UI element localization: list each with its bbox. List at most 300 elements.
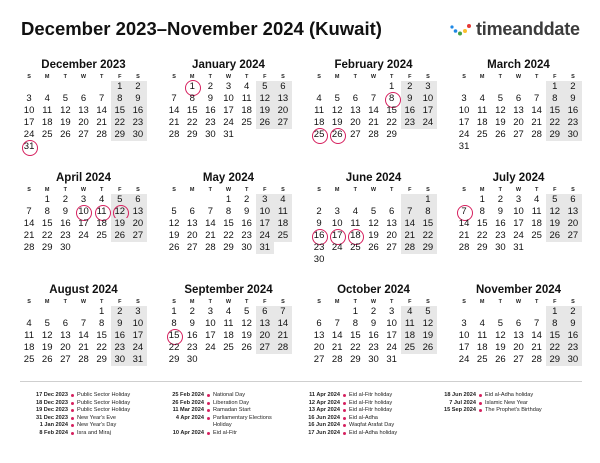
holiday-day-cell[interactable]: 18 — [346, 230, 364, 242]
day-cell[interactable]: 20 — [129, 218, 147, 230]
day-cell[interactable]: 13 — [350, 105, 361, 116]
day-cell[interactable]: 2 — [189, 306, 195, 317]
day-cell[interactable]: 18 — [223, 330, 234, 341]
day-cell[interactable]: 2 — [564, 306, 582, 318]
day-cell[interactable]: 30 — [368, 354, 379, 365]
day-cell[interactable]: 22 — [96, 342, 107, 353]
day-cell[interactable]: 25 — [531, 230, 542, 241]
holiday-day-cell[interactable]: 17 — [328, 230, 346, 242]
holiday-day-cell[interactable]: 7 — [455, 206, 473, 218]
day-cell[interactable]: 1 — [419, 194, 437, 206]
day-cell[interactable]: 8 — [111, 93, 129, 105]
day-cell[interactable]: 27 — [186, 242, 198, 253]
day-cell[interactable]: 17 — [513, 218, 524, 229]
day-cell[interactable]: 12 — [241, 318, 252, 329]
day-cell[interactable]: 15 — [223, 218, 234, 229]
day-cell[interactable]: 5 — [62, 93, 68, 104]
day-cell[interactable]: 5 — [497, 318, 503, 329]
day-cell[interactable]: 8 — [352, 318, 358, 329]
holiday-day-cell[interactable]: 10 — [74, 206, 92, 218]
day-cell[interactable]: 2 — [243, 194, 250, 205]
day-cell[interactable]: 26 — [368, 242, 379, 253]
day-cell[interactable]: 16 — [129, 105, 147, 117]
day-cell[interactable]: 4 — [316, 93, 322, 104]
day-cell[interactable]: 3 — [388, 306, 395, 317]
day-cell[interactable]: 28 — [78, 354, 89, 365]
day-cell[interactable]: 13 — [274, 93, 292, 105]
day-cell[interactable]: 19 — [546, 218, 564, 230]
day-cell[interactable]: 11 — [477, 330, 488, 341]
day-cell[interactable]: 29 — [96, 354, 107, 365]
day-cell[interactable]: 17 — [458, 342, 470, 353]
day-cell[interactable]: 3 — [129, 306, 147, 318]
day-cell[interactable]: 23 — [368, 342, 379, 353]
day-cell[interactable]: 29 — [223, 242, 234, 253]
day-cell[interactable]: 15 — [386, 105, 397, 116]
day-cell[interactable]: 12 — [256, 93, 274, 105]
day-cell[interactable]: 15 — [476, 218, 488, 229]
day-cell[interactable]: 13 — [129, 206, 147, 218]
day-cell[interactable]: 18 — [241, 105, 252, 116]
day-cell[interactable]: 2 — [497, 194, 503, 205]
day-cell[interactable]: 22 — [386, 117, 397, 128]
day-cell[interactable]: 19 — [495, 117, 506, 128]
day-cell[interactable]: 2 — [564, 81, 582, 93]
day-cell[interactable]: 21 — [531, 117, 542, 128]
day-cell[interactable]: 30 — [186, 354, 198, 365]
day-cell[interactable]: 14 — [401, 218, 419, 230]
day-cell[interactable]: 4 — [533, 194, 540, 205]
day-cell[interactable]: 10 — [331, 218, 343, 229]
day-cell[interactable]: 22 — [168, 342, 180, 353]
day-cell[interactable]: 9 — [564, 318, 582, 330]
day-cell[interactable]: 5 — [334, 93, 340, 104]
day-cell[interactable]: 12 — [546, 206, 564, 218]
day-cell[interactable]: 17 — [419, 105, 437, 117]
day-cell[interactable]: 10 — [129, 318, 147, 330]
day-cell[interactable]: 3 — [256, 194, 274, 206]
day-cell[interactable]: 18 — [476, 117, 488, 128]
day-cell[interactable]: 7 — [533, 93, 540, 104]
day-cell[interactable]: 6 — [189, 206, 195, 217]
day-cell[interactable]: 19 — [60, 117, 71, 128]
day-cell[interactable]: 8 — [225, 206, 232, 217]
day-cell[interactable]: 1 — [479, 194, 485, 205]
day-cell[interactable]: 3 — [80, 194, 87, 205]
day-cell[interactable]: 13 — [313, 330, 325, 341]
day-cell[interactable]: 14 — [458, 218, 470, 229]
day-cell[interactable]: 8 — [171, 318, 177, 329]
day-cell[interactable]: 21 — [205, 230, 216, 241]
day-cell[interactable]: 28 — [401, 242, 419, 254]
day-cell[interactable]: 18 — [96, 218, 107, 229]
day-cell[interactable]: 28 — [458, 242, 470, 253]
day-cell[interactable]: 16 — [111, 330, 129, 342]
day-cell[interactable]: 5 — [44, 318, 50, 329]
day-cell[interactable]: 11 — [350, 218, 361, 229]
day-cell[interactable]: 2 — [111, 306, 129, 318]
day-cell[interactable]: 6 — [274, 81, 292, 93]
day-cell[interactable]: 1 — [98, 306, 105, 317]
day-cell[interactable]: 2 — [316, 206, 322, 217]
day-cell[interactable]: 4 — [352, 206, 358, 217]
day-cell[interactable]: 14 — [96, 105, 107, 116]
day-cell[interactable]: 20 — [386, 230, 397, 241]
day-cell[interactable]: 30 — [205, 129, 216, 140]
day-cell[interactable]: 25 — [241, 117, 252, 128]
day-cell[interactable]: 4 — [479, 93, 485, 104]
day-cell[interactable]: 7 — [533, 318, 540, 329]
day-cell[interactable]: 29 — [350, 354, 361, 365]
day-cell[interactable]: 4 — [274, 194, 292, 206]
day-cell[interactable]: 26 — [241, 342, 252, 353]
day-cell[interactable]: 20 — [256, 330, 274, 342]
day-cell[interactable]: 12 — [419, 318, 437, 330]
timeanddate-logo[interactable] — [450, 19, 580, 40]
day-cell[interactable]: 2 — [207, 81, 213, 92]
day-cell[interactable]: 15 — [41, 218, 53, 229]
day-cell[interactable]: 21 — [96, 117, 107, 128]
day-cell[interactable]: 14 — [368, 105, 379, 116]
day-cell[interactable]: 21 — [274, 330, 292, 342]
day-cell[interactable]: 8 — [546, 318, 564, 330]
day-cell[interactable]: 28 — [331, 354, 343, 365]
day-cell[interactable]: 19 — [368, 230, 379, 241]
day-cell[interactable]: 16 — [495, 218, 506, 229]
day-cell[interactable]: 17 — [205, 330, 216, 341]
day-cell[interactable]: 10 — [419, 93, 437, 105]
day-cell[interactable]: 18 — [41, 117, 53, 128]
holiday-day-cell[interactable]: 1 — [183, 81, 201, 93]
day-cell[interactable]: 4 — [225, 306, 232, 317]
day-cell[interactable]: 20 — [513, 342, 524, 353]
day-cell[interactable]: 26 — [60, 129, 71, 140]
day-cell[interactable]: 24 — [419, 117, 437, 129]
day-cell[interactable]: 21 — [458, 230, 470, 241]
day-cell[interactable]: 31 — [129, 354, 147, 366]
day-cell[interactable]: 30 — [111, 354, 129, 366]
day-cell[interactable]: 13 — [513, 105, 524, 116]
day-cell[interactable]: 14 — [274, 318, 292, 330]
day-cell[interactable]: 19 — [419, 330, 437, 342]
day-cell[interactable]: 22 — [41, 230, 53, 241]
day-cell[interactable]: 24 — [78, 230, 89, 241]
day-cell[interactable]: 27 — [60, 354, 71, 365]
day-cell[interactable]: 11 — [223, 318, 234, 329]
day-cell[interactable]: 12 — [331, 105, 343, 116]
day-cell[interactable]: 31 — [223, 129, 234, 140]
day-cell[interactable]: 3 — [515, 194, 522, 205]
day-cell[interactable]: 22 — [350, 342, 361, 353]
day-cell[interactable]: 23 — [564, 117, 582, 129]
day-cell[interactable]: 19 — [168, 230, 180, 241]
day-cell[interactable]: 29 — [419, 242, 437, 254]
day-cell[interactable]: 7 — [80, 318, 87, 329]
day-cell[interactable]: 29 — [41, 242, 53, 253]
day-cell[interactable]: 18 — [531, 218, 542, 229]
day-cell[interactable]: 28 — [96, 129, 107, 140]
day-cell[interactable]: 5 — [370, 206, 377, 217]
day-cell[interactable]: 24 — [331, 242, 343, 253]
day-cell[interactable]: 27 — [129, 230, 147, 242]
day-cell[interactable]: 22 — [186, 117, 198, 128]
day-cell[interactable]: 29 — [386, 129, 397, 140]
day-cell[interactable]: 9 — [189, 318, 195, 329]
day-cell[interactable]: 9 — [243, 206, 250, 217]
day-cell[interactable]: 27 — [256, 342, 274, 354]
day-cell[interactable]: 24 — [256, 230, 274, 242]
day-cell[interactable]: 16 — [368, 330, 379, 341]
day-cell[interactable]: 11 — [274, 206, 292, 218]
day-cell[interactable]: 20 — [60, 342, 71, 353]
day-cell[interactable]: 8 — [98, 318, 105, 329]
day-cell[interactable]: 5 — [111, 194, 129, 206]
day-cell[interactable]: 5 — [419, 306, 437, 318]
day-cell[interactable]: 6 — [316, 318, 322, 329]
day-cell[interactable]: 8 — [189, 93, 195, 104]
day-cell[interactable]: 8 — [44, 206, 50, 217]
day-cell[interactable]: 16 — [401, 105, 419, 117]
day-cell[interactable]: 13 — [78, 105, 89, 116]
day-cell[interactable]: 19 — [241, 330, 252, 341]
day-cell[interactable]: 13 — [186, 218, 198, 229]
day-cell[interactable]: 27 — [78, 129, 89, 140]
day-cell[interactable]: 21 — [531, 342, 542, 353]
day-cell[interactable]: 3 — [419, 81, 437, 93]
day-cell[interactable]: 15 — [546, 105, 564, 117]
day-cell[interactable]: 20 — [274, 105, 292, 117]
day-cell[interactable]: 16 — [564, 105, 582, 117]
day-cell[interactable]: 22 — [419, 230, 437, 242]
day-cell[interactable]: 25 — [350, 242, 361, 253]
day-cell[interactable]: 21 — [168, 117, 180, 128]
day-cell[interactable]: 30 — [60, 242, 71, 253]
day-cell[interactable]: 1 — [388, 81, 395, 92]
day-cell[interactable]: 22 — [223, 230, 234, 241]
day-cell[interactable]: 24 — [458, 129, 470, 140]
day-cell[interactable]: 11 — [477, 105, 488, 116]
day-cell[interactable]: 15 — [350, 330, 361, 341]
day-cell[interactable]: 26 — [41, 354, 53, 365]
day-cell[interactable]: 21 — [23, 230, 35, 241]
day-cell[interactable]: 6 — [515, 93, 522, 104]
day-cell[interactable]: 26 — [495, 354, 506, 365]
day-cell[interactable]: 3 — [461, 318, 467, 329]
day-cell[interactable]: 7 — [370, 93, 377, 104]
day-cell[interactable]: 30 — [313, 254, 325, 265]
day-cell[interactable]: 11 — [531, 206, 542, 217]
day-cell[interactable]: 8 — [546, 93, 564, 105]
day-cell[interactable]: 19 — [41, 342, 53, 353]
day-cell[interactable]: 11 — [24, 330, 34, 341]
day-cell[interactable]: 2 — [129, 81, 147, 93]
day-cell[interactable]: 20 — [78, 117, 89, 128]
day-cell[interactable]: 9 — [401, 93, 419, 105]
day-cell[interactable]: 4 — [98, 194, 105, 205]
day-cell[interactable]: 7 — [401, 206, 419, 218]
day-cell[interactable]: 16 — [205, 105, 216, 116]
day-cell[interactable]: 23 — [401, 117, 419, 129]
day-cell[interactable]: 11 — [401, 318, 419, 330]
day-cell[interactable]: 12 — [168, 218, 180, 229]
day-cell[interactable]: 9 — [497, 206, 503, 217]
day-cell[interactable]: 1 — [171, 306, 177, 317]
day-cell[interactable]: 29 — [476, 242, 488, 253]
day-cell[interactable]: 7 — [334, 318, 340, 329]
day-cell[interactable]: 17 — [23, 117, 35, 128]
day-cell[interactable]: 23 — [495, 230, 506, 241]
day-cell[interactable]: 2 — [370, 306, 377, 317]
day-cell[interactable]: 23 — [186, 342, 198, 353]
day-cell[interactable]: 15 — [96, 330, 107, 341]
day-cell[interactable]: 4 — [479, 318, 485, 329]
day-cell[interactable]: 17 — [223, 105, 234, 116]
day-cell[interactable]: 11 — [42, 105, 53, 116]
day-cell[interactable]: 20 — [350, 117, 361, 128]
day-cell[interactable]: 26 — [419, 342, 437, 354]
day-cell[interactable]: 7 — [98, 93, 105, 104]
day-cell[interactable]: 1 — [225, 194, 232, 205]
day-cell[interactable]: 23 — [111, 342, 129, 354]
holiday-day-cell[interactable]: 16 — [310, 230, 328, 242]
day-cell[interactable]: 6 — [80, 93, 87, 104]
day-cell[interactable]: 26 — [111, 230, 129, 242]
day-cell[interactable]: 18 — [23, 342, 35, 353]
day-cell[interactable]: 19 — [495, 342, 506, 353]
day-cell[interactable]: 15 — [111, 105, 129, 117]
day-cell[interactable]: 25 — [476, 354, 488, 365]
day-cell[interactable]: 21 — [401, 230, 419, 242]
holiday-day-cell[interactable]: 15 — [165, 330, 183, 342]
day-cell[interactable]: 2 — [401, 81, 419, 93]
day-cell[interactable]: 6 — [352, 93, 358, 104]
day-cell[interactable]: 23 — [564, 342, 582, 354]
day-cell[interactable]: 1 — [44, 194, 50, 205]
day-cell[interactable]: 1 — [546, 81, 564, 93]
day-cell[interactable]: 5 — [243, 306, 250, 317]
day-cell[interactable]: 27 — [564, 230, 582, 242]
day-cell[interactable]: 24 — [386, 342, 397, 353]
day-cell[interactable]: 19 — [331, 117, 343, 128]
holiday-day-cell[interactable]: 8 — [383, 93, 401, 105]
day-cell[interactable]: 18 — [476, 342, 488, 353]
day-cell[interactable]: 28 — [168, 129, 180, 140]
day-cell[interactable]: 10 — [223, 93, 234, 104]
day-cell[interactable]: 29 — [546, 354, 564, 366]
day-cell[interactable]: 5 — [256, 81, 274, 93]
day-cell[interactable]: 27 — [350, 129, 361, 140]
day-cell[interactable]: 31 — [386, 354, 397, 365]
day-cell[interactable]: 14 — [23, 218, 35, 229]
day-cell[interactable]: 4 — [26, 318, 32, 329]
day-cell[interactable]: 15 — [419, 218, 437, 230]
day-cell[interactable]: 22 — [476, 230, 488, 241]
day-cell[interactable]: 10 — [386, 318, 397, 329]
day-cell[interactable]: 29 — [168, 354, 180, 365]
day-cell[interactable]: 31 — [256, 242, 274, 254]
day-cell[interactable]: 13 — [513, 330, 524, 341]
day-cell[interactable]: 19 — [256, 105, 274, 117]
day-cell[interactable]: 24 — [513, 230, 524, 241]
day-cell[interactable]: 28 — [531, 354, 542, 365]
day-cell[interactable]: 7 — [274, 306, 292, 318]
day-cell[interactable]: 26 — [495, 129, 506, 140]
day-cell[interactable]: 20 — [186, 230, 198, 241]
day-cell[interactable]: 2 — [62, 194, 68, 205]
day-cell[interactable]: 27 — [513, 354, 524, 365]
day-cell[interactable]: 16 — [60, 218, 71, 229]
day-cell[interactable]: 3 — [26, 93, 32, 104]
day-cell[interactable]: 17 — [386, 330, 397, 341]
day-cell[interactable]: 27 — [313, 354, 325, 365]
day-cell[interactable]: 4 — [44, 93, 50, 104]
day-cell[interactable]: 29 — [546, 129, 564, 141]
day-cell[interactable]: 29 — [186, 129, 198, 140]
day-cell[interactable]: 13 — [564, 206, 582, 218]
day-cell[interactable]: 23 — [129, 117, 147, 129]
day-cell[interactable]: 25 — [41, 129, 53, 140]
day-cell[interactable]: 30 — [495, 242, 506, 253]
day-cell[interactable]: 19 — [111, 218, 129, 230]
day-cell[interactable]: 23 — [241, 230, 252, 241]
day-cell[interactable]: 10 — [205, 318, 216, 329]
day-cell[interactable]: 14 — [205, 218, 216, 229]
day-cell[interactable]: 9 — [564, 93, 582, 105]
day-cell[interactable]: 21 — [368, 117, 379, 128]
day-cell[interactable]: 31 — [513, 242, 524, 253]
holiday-day-cell[interactable]: 31 — [20, 141, 38, 153]
day-cell[interactable]: 28 — [205, 242, 216, 253]
day-cell[interactable]: 14 — [168, 105, 180, 116]
day-cell[interactable]: 12 — [368, 218, 379, 229]
day-cell[interactable]: 25 — [96, 230, 107, 241]
day-cell[interactable]: 17 — [458, 117, 470, 128]
day-cell[interactable]: 29 — [111, 129, 129, 141]
day-cell[interactable]: 6 — [62, 318, 68, 329]
day-cell[interactable]: 12 — [41, 330, 53, 341]
day-cell[interactable]: 9 — [316, 218, 322, 229]
day-cell[interactable]: 5 — [171, 206, 177, 217]
day-cell[interactable]: 25 — [223, 342, 234, 353]
day-cell[interactable]: 27 — [274, 117, 292, 129]
day-cell[interactable]: 10 — [256, 206, 274, 218]
day-cell[interactable]: 26 — [546, 230, 564, 242]
day-cell[interactable]: 3 — [334, 206, 340, 217]
day-cell[interactable]: 28 — [274, 342, 292, 354]
day-cell[interactable]: 7 — [207, 206, 213, 217]
day-cell[interactable]: 16 — [186, 330, 198, 341]
day-cell[interactable]: 23 — [205, 117, 216, 128]
day-cell[interactable]: 13 — [60, 330, 71, 341]
day-cell[interactable]: 13 — [386, 218, 397, 229]
day-cell[interactable]: 6 — [564, 194, 582, 206]
day-cell[interactable]: 24 — [129, 342, 147, 354]
day-cell[interactable]: 9 — [370, 318, 377, 329]
day-cell[interactable]: 23 — [60, 230, 71, 241]
day-cell[interactable]: 14 — [531, 105, 542, 116]
day-cell[interactable]: 28 — [368, 129, 379, 140]
day-cell[interactable]: 21 — [78, 342, 89, 353]
day-cell[interactable]: 30 — [564, 129, 582, 141]
day-cell[interactable]: 5 — [546, 194, 564, 206]
holiday-day-cell[interactable]: 12 — [111, 206, 129, 218]
holiday-day-cell[interactable]: 25 — [310, 129, 328, 141]
day-cell[interactable]: 25 — [476, 129, 488, 140]
day-cell[interactable]: 11 — [314, 105, 324, 116]
day-cell[interactable]: 26 — [168, 242, 180, 253]
day-cell[interactable]: 22 — [111, 117, 129, 129]
day-cell[interactable]: 1 — [111, 81, 129, 93]
